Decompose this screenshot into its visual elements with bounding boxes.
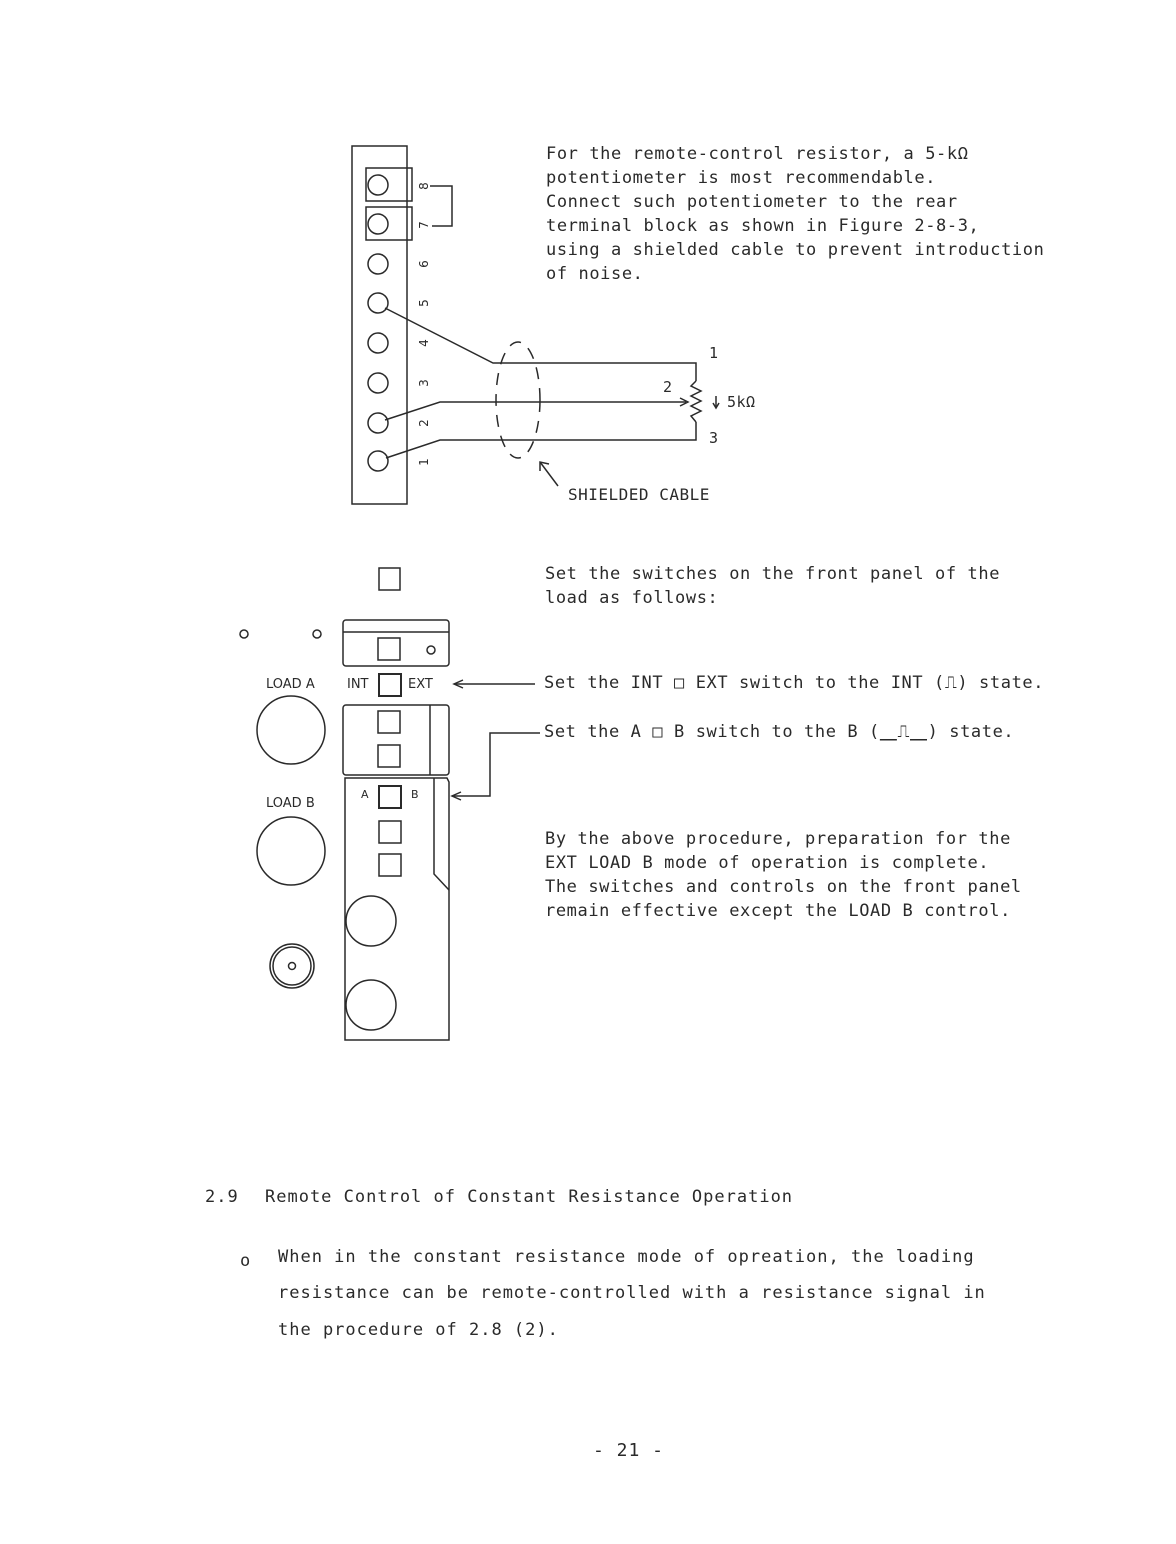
load-a-knob xyxy=(257,696,325,764)
fig2-closing-line-3: The switches and controls on the front panel xyxy=(545,877,1022,897)
load-b-label: LOAD B xyxy=(266,796,315,811)
a-b-instruction: Set the A □ B switch to the B (⎽⎍⎽) state. xyxy=(544,722,1015,742)
upper-switch xyxy=(378,638,400,660)
int-label: INT xyxy=(347,677,369,692)
terminal-label-1: 1 xyxy=(416,458,431,466)
pot-value-label: 5kΩ xyxy=(727,393,756,411)
fig2-closing-line-1: By the above procedure, preparation for the xyxy=(545,829,1011,849)
page-number: - 21 - xyxy=(593,1440,665,1461)
b-label: B xyxy=(411,788,419,801)
fig2-intro-line-2: load as follows: xyxy=(545,588,719,608)
lower-knob-1 xyxy=(346,896,396,946)
terminal-label-4: 4 xyxy=(416,339,431,347)
section-line-3: the procedure of 2.8 (2). xyxy=(278,1320,559,1340)
section-line-2: resistance can be remote-controlled with a resistance signal in xyxy=(278,1283,986,1303)
ext-label: EXT xyxy=(408,677,433,692)
load-a-label: LOAD A xyxy=(266,677,315,692)
pot-pin-2: 2 xyxy=(663,378,673,396)
lower-knob-2 xyxy=(346,980,396,1030)
fig2-intro-line-1: Set the switches on the front panel of the xyxy=(545,564,1001,584)
terminal-label-5: 5 xyxy=(416,299,431,307)
terminal-label-6: 6 xyxy=(416,260,431,268)
panel-top-square xyxy=(379,568,400,590)
pot-pin-3: 3 xyxy=(709,429,719,447)
fig1-line-6: of noise. xyxy=(546,264,644,284)
panel-dot-left xyxy=(240,630,248,638)
fig1-line-3: Connect such potentiometer to the rear xyxy=(546,192,958,212)
section-bullet: o xyxy=(240,1251,252,1271)
terminal-label-7: 7 xyxy=(416,221,431,229)
upper-switch-frame xyxy=(343,620,449,666)
load-b-knob xyxy=(257,817,325,885)
terminal-label-8: 8 xyxy=(416,182,431,190)
fig1-line-4: terminal block as shown in Figure 2-8-3, xyxy=(546,216,980,236)
panel-dot-right xyxy=(313,630,321,638)
middle-switch-frame xyxy=(343,705,449,775)
a-label: A xyxy=(361,788,369,801)
fig1-line-5: using a shielded cable to prevent introduction xyxy=(546,240,1045,260)
fig1-line-1: For the remote-control resistor, a 5-kΩ xyxy=(546,144,969,164)
fig2-closing-line-4: remain effective except the LOAD B control. xyxy=(545,901,1011,921)
a-b-arrow xyxy=(452,733,540,796)
terminal-label-3: 3 xyxy=(416,379,431,387)
fig1-line-2: potentiometer is most recommendable. xyxy=(546,168,937,188)
section-line-1: When in the constant resistance mode of opreation, the loading xyxy=(278,1247,975,1267)
terminal-label-2: 2 xyxy=(416,419,431,427)
section-title: Remote Control of Constant Resistance Operation xyxy=(265,1187,794,1207)
int-ext-instruction: Set the INT □ EXT switch to the INT (⎍) state. xyxy=(544,673,1045,693)
shielded-cable-label: SHIELDED CABLE xyxy=(568,485,710,504)
output-jack-outer xyxy=(270,944,314,988)
section-number: 2.9 xyxy=(205,1187,239,1207)
pot-pin-1: 1 xyxy=(709,344,719,362)
fig2-closing-line-2: EXT LOAD B mode of operation is complete. xyxy=(545,853,990,873)
int-ext-switch xyxy=(379,674,401,696)
a-b-switch xyxy=(379,786,401,808)
upper-indicator xyxy=(427,646,435,654)
